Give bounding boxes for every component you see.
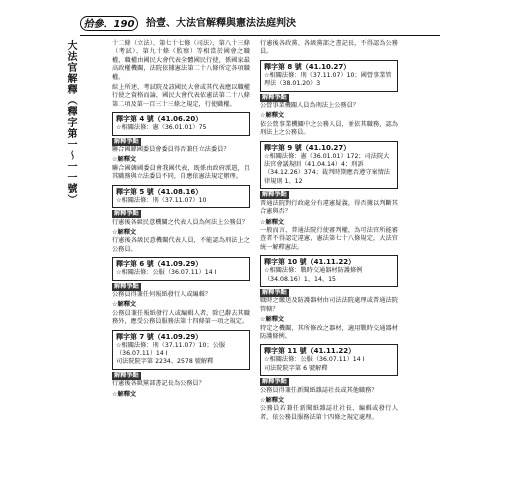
case-title: 釋字第 8 號（41.10.27） bbox=[264, 62, 351, 71]
issue-text: 行憲後各級民意機關之代表人員為何法上公務員？ bbox=[112, 218, 249, 226]
ruling-text: 行憲後各級民意機關代表人員，不能認為刑法上之公務員。 bbox=[112, 237, 250, 253]
text-label: ☆解釋文 bbox=[260, 218, 285, 226]
case-line: ☆相關法條：公服（36.07.11）14 I bbox=[116, 269, 217, 277]
chapter-title: 拾壹、大法官解釋與憲法法庭判決 bbox=[146, 18, 296, 29]
case-line: ☆相關法條：憲（36.01.01）75 bbox=[116, 124, 207, 132]
text-label: ☆解釋文 bbox=[260, 316, 285, 324]
issue-label: 解釋爭點 bbox=[262, 191, 287, 199]
issue-label: 解釋爭點 bbox=[114, 210, 139, 218]
case-title: 釋字第 5 號（41.08.16） bbox=[116, 187, 203, 196]
issue-text: 戰時之繳送及防護器材由司法法院處理或普通法院管轄？ bbox=[260, 297, 398, 313]
left-column bbox=[112, 40, 250, 399]
case-box bbox=[112, 112, 250, 135]
case-box bbox=[260, 60, 398, 92]
intro-paragraph: 行憲後各政黨、各級黨部之書記長，不得認為公務員。 bbox=[260, 40, 398, 56]
ruling-text: 公務員兼任報紙發行人或編輯人者，除已辭去其職務外，應受公務員服務法第十四條第一項之規定。 bbox=[112, 309, 250, 326]
case-line: ☆相關法條：公服（36.07.11）14 I bbox=[264, 356, 365, 364]
case-title: 釋字第 11 號（41.11.22） bbox=[264, 347, 356, 356]
issue-text: 普通法院對行政處分有違憲疑義，得否據以判斷其合憲與否？ bbox=[260, 199, 398, 216]
issue-label: 解釋爭點 bbox=[262, 93, 287, 101]
text-label: ☆解釋文 bbox=[112, 228, 137, 236]
case-line: ☆相關法條：刑（37.11.07）10；國營事業管理法（38.01.20）3 bbox=[264, 71, 392, 88]
ruling-text: 特定之機關，其所修改之器材，適用戰時交通器材防護條例。 bbox=[260, 324, 398, 340]
ruling-text: 一般而言，普通法院行使審判權，為可法官所能審查者不得認定違憲，憲法第七十八條規定，大法官統一解釋憲法。 bbox=[260, 226, 398, 251]
text-label: ☆解釋文 bbox=[260, 112, 285, 120]
case-title: 釋字第 6 號（41.09.29） bbox=[116, 260, 203, 269]
issue-text: 公營事業機關人員為刑法上公務員？ bbox=[260, 102, 359, 110]
ruling-text: 公務員若兼任新聞紙雜誌社社長、編輯或發行人者，依公務員服務法第十四條之規定處理。 bbox=[260, 405, 398, 421]
case-title: 釋字第 7 號（41.09.29） bbox=[116, 332, 203, 341]
case-title: 釋字第 4 號（41.06.20） bbox=[116, 115, 203, 124]
intro-paragraph: 十二條（立法）、第七十七條（司法）、第八十三條（考試）、第九十條（監察）等相當於國會之職權，職權由國民大會代表全體國民行使，係國家最高政權機關，法院依據憲法第二十八條所定各項職權。 bbox=[112, 40, 250, 81]
issue-text: 公務員得兼任新聞紙雜誌社長或其他職務？ bbox=[260, 386, 378, 394]
text-label: ☆解釋文 bbox=[260, 397, 285, 404]
case-box bbox=[112, 330, 250, 370]
issue-label: 解釋爭點 bbox=[114, 371, 139, 379]
text-label: ☆解釋文 bbox=[112, 301, 137, 309]
issue-label: 解釋爭點 bbox=[262, 288, 287, 296]
case-title: 釋字第 9 號（41.10.27） bbox=[264, 143, 351, 152]
case-box bbox=[112, 257, 250, 280]
case-line: ☆相關法條：憲（36.01.01）172；司法院大法官會議規則（41.04.14）4；刑訴（34.12.26）374；裁判時期應否遵守案情法律規則 1、12 bbox=[264, 152, 390, 185]
issue-text: 公務員得兼任何報紙發行人或編輯？ bbox=[112, 290, 211, 298]
case-line: 司法院院字第 2234、2578 號解釋 bbox=[116, 358, 214, 366]
issue-text: 聯合國韓國委員會委員得否兼任立法委員？ bbox=[112, 146, 230, 154]
ruling-text: 依公營事業機關中之公務人員，並依其職務，認為刑法上之公務員。 bbox=[260, 120, 398, 137]
issue-label: 解釋爭點 bbox=[114, 282, 139, 290]
issue-text: 行憲後各級黨部書記長為公務員？ bbox=[112, 380, 205, 388]
issue-label: 解釋爭點 bbox=[262, 378, 287, 386]
case-title: 釋字第 10 號（41.11.22） bbox=[264, 258, 356, 267]
case-box bbox=[260, 344, 398, 376]
case-box bbox=[112, 185, 250, 208]
issue-label: 解釋爭點 bbox=[114, 137, 139, 145]
case-line: ☆相關法條：戰時交通器材防護條例（34.08.16）1、14、15 bbox=[264, 267, 363, 283]
case-line: ☆相關法條：刑（37.11.07）10；公服（36.07.11）14 I bbox=[116, 341, 226, 357]
page-header bbox=[80, 14, 440, 36]
intro-paragraph: 綜上所述，考試院及該國民大會或其代表應以職權行使之資格而論，國民大會代表依憲法第二十八條第二項及第一百三十三條之規定，行使職權。 bbox=[112, 84, 250, 108]
sidebar-vertical-title: 大法官解釋（釋字第一～一一號） bbox=[65, 40, 76, 205]
case-line: ☆相關法條：刑（37.11.07）10 bbox=[116, 196, 207, 204]
page-number-badge: 拾參．190 bbox=[80, 16, 138, 31]
case-line: 司法院院字第 6 號解釋 bbox=[264, 364, 328, 372]
text-label: ☆解釋文 bbox=[112, 156, 137, 164]
header-rule bbox=[80, 35, 440, 36]
right-column bbox=[260, 40, 398, 424]
ruling-text: 聯合國韓國委員會我國代表，既係由政府派遣，且其職務與立法委員不同，自應依憲法規定辦理。 bbox=[112, 164, 250, 181]
case-box bbox=[260, 255, 398, 287]
case-box bbox=[260, 141, 398, 190]
text-label: ☆解釋文 bbox=[112, 390, 137, 398]
